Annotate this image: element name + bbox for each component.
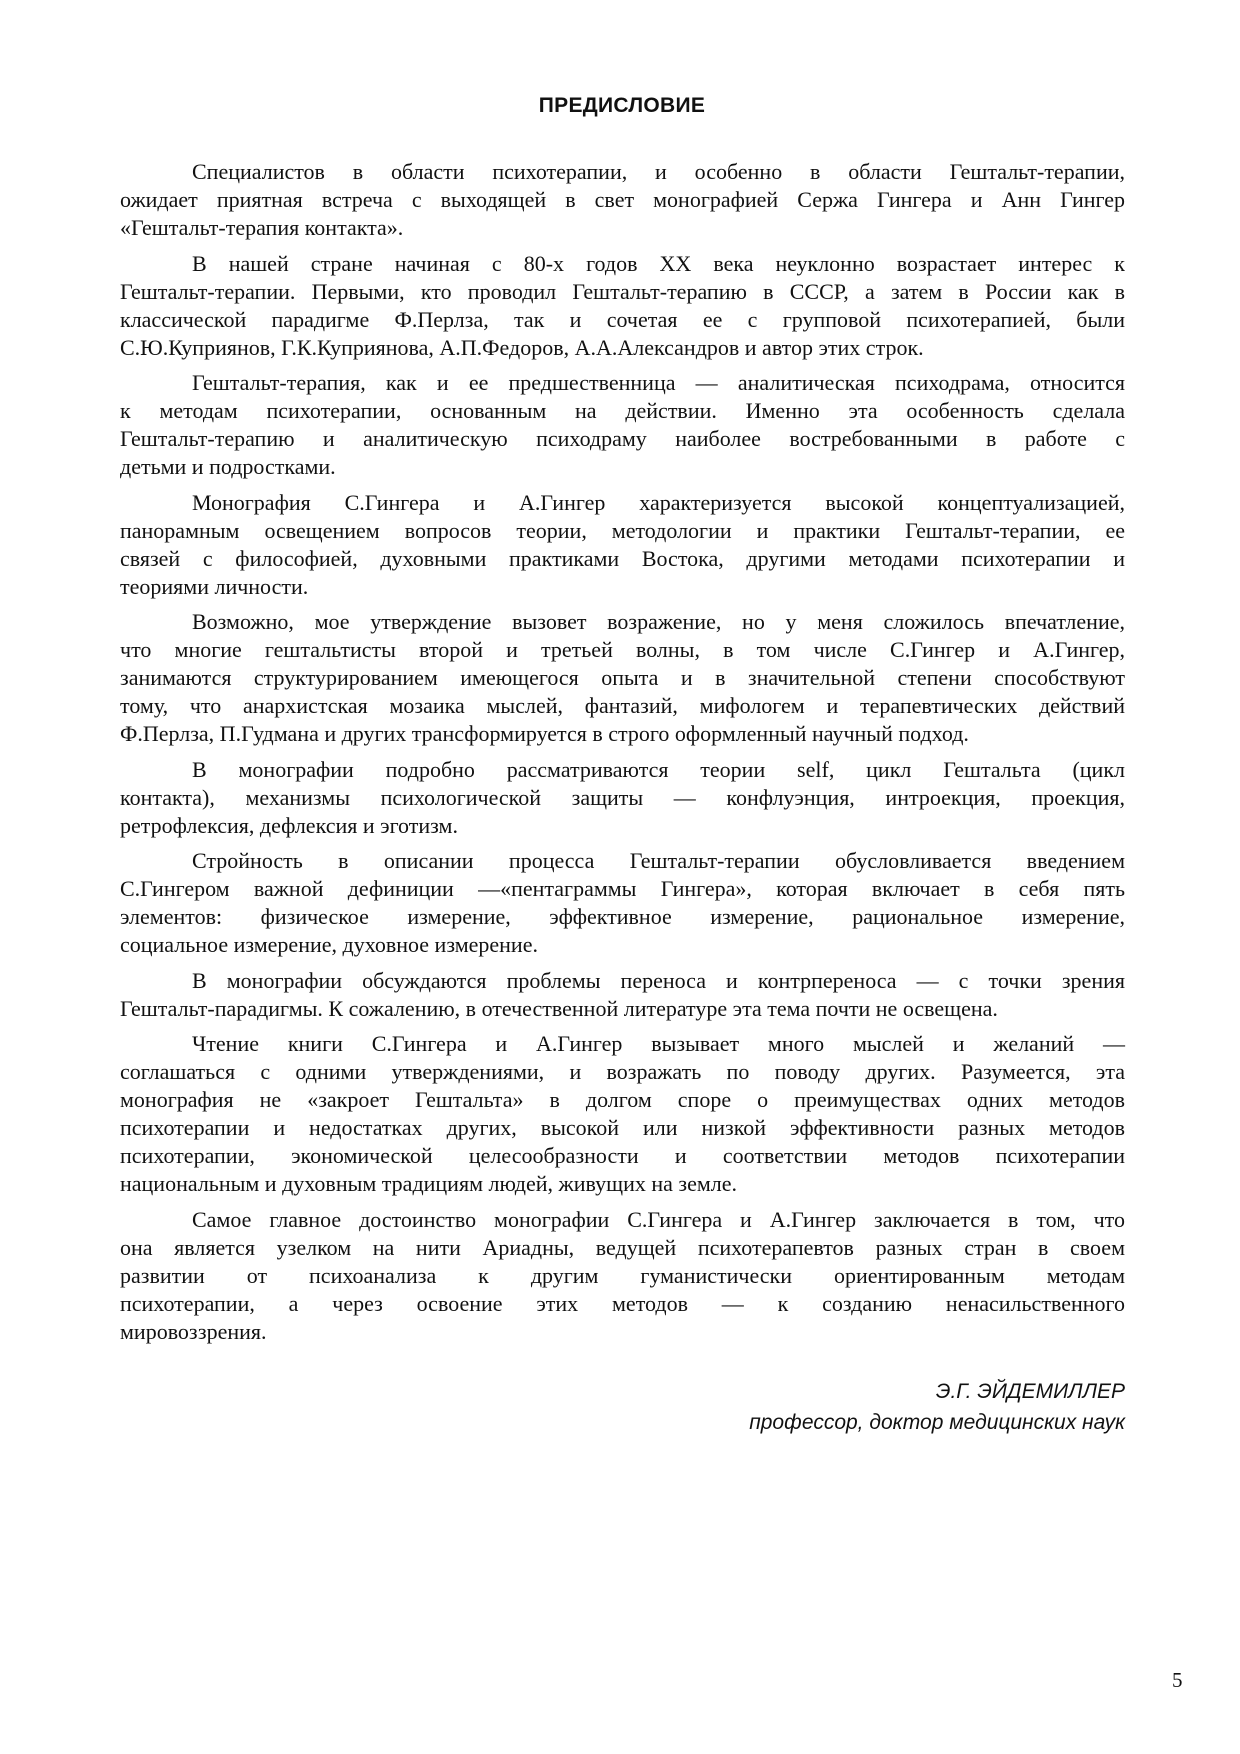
text-line: ожидает приятная встреча с выходящей в свет монографией Сержа Гингера и Анн Гингер: [120, 187, 1125, 212]
paragraph: [120, 250, 1125, 362]
text-line: Гештальт-парадигмы. К сожалению, в отечественной литературе эта тема почти не освещена.: [120, 995, 998, 1021]
text-line: детьми и подростками.: [120, 454, 336, 479]
text-line: Гештальт-терапию и аналитическую психодраму наиболее востребованными в работе с: [120, 426, 1125, 451]
text-line: Ф.Перлза, П.Гудмана и других трансформируется в строго оформленный научный подход.: [120, 721, 969, 746]
author-name: Э.Г. ЭЙДЕМИЛЛЕР: [935, 1380, 1125, 1403]
text-line: Монография С.Гингера и А.Гингер характеризуется высокой концептуализацией,: [192, 489, 1125, 515]
paragraph: [120, 756, 1125, 840]
text-line: В монографии обсуждаются проблемы переноса и контрпереноса — с точки зрения: [192, 967, 1125, 993]
text-line: соглашаться с одними утверждениями, и возражать по поводу других. Разумеется, эта: [120, 1059, 1125, 1084]
paragraph: [120, 369, 1125, 481]
text-line: тому, что анархистская мозаика мыслей, фантазий, мифологем и терапевтических действий: [120, 693, 1125, 718]
paragraph: [120, 489, 1125, 601]
text-line: В нашей стране начиная с 80-х годов XX века неуклонно возрастает интерес к: [192, 250, 1125, 276]
text-line: элементов: физическое измерение, эффективное измерение, рациональное измерение,: [120, 904, 1125, 929]
paragraph: [120, 1030, 1125, 1198]
text-line: мировоззрения.: [120, 1318, 267, 1344]
paragraph: [120, 847, 1125, 959]
text-line: психотерапии, а через освоение этих методов — к созданию ненасильственного: [120, 1290, 1125, 1316]
text-line: психотерапии, экономической целесообразности и соответствии методов психотерапии: [120, 1143, 1125, 1168]
text-line: С.Гингером важной дефиниции —«пентаграммы Гингера», которая включает в себя пять: [120, 876, 1125, 901]
text-line: Самое главное достоинство монографии С.Гингера и А.Гингер заключается в том, что: [192, 1206, 1125, 1232]
text-line: С.Ю.Куприянов, Г.К.Куприянова, А.П.Федоров, А.А.Александров и автор этих строк.: [120, 334, 924, 360]
text-line: к методам психотерапии, основанным на действии. Именно эта особенность сделала: [120, 398, 1125, 423]
page-title: ПРЕДИСЛОВИЕ: [538, 94, 706, 117]
text-line: занимаются структурированием имеющегося опыта и в значительной степени способствуют: [120, 665, 1125, 690]
text-line: В монографии подробно рассматриваются теории self, цикл Гештальта (цикл: [192, 756, 1125, 782]
text-line: контакта), механизмы психологической защиты — конфлуэнция, интроекция, проекция,: [120, 784, 1125, 810]
paragraph: [120, 1206, 1125, 1346]
text-line: Гештальт-терапия, как и ее предшественница — аналитическая психодрама, относится: [192, 370, 1125, 395]
text-line: Чтение книги С.Гингера и А.Гингер вызывает много мыслей и желаний —: [192, 1031, 1125, 1056]
body-text: [120, 158, 1125, 1353]
text-line: Гештальт-терапии. Первыми, кто проводил Гештальт-терапию в СССР, а затем в России как в: [120, 278, 1125, 304]
text-line: классической парадигме Ф.Перлза, так и сочетая ее с групповой психотерапией, были: [120, 306, 1125, 332]
text-line: панорамным освещением вопросов теории, методологии и практики Гештальт-терапии, ее: [120, 517, 1125, 543]
text-line: что многие гештальтисты второй и третьей волны, в том числе С.Гингер и А.Гингер,: [120, 637, 1125, 662]
page-number: 5: [1172, 1668, 1183, 1692]
text-line: психотерапии и недостатках других, высокой или низкой эффективности разных методов: [120, 1115, 1125, 1140]
text-line: Стройность в описании процесса Гештальт-терапии обусловливается введением: [192, 848, 1125, 873]
paragraph: [120, 608, 1125, 748]
text-line: национальным и духовным традициям людей, живущих на земле.: [120, 1171, 738, 1196]
text-line: теориями личности.: [120, 573, 309, 599]
text-line: социальное измерение, духовное измерение.: [120, 932, 538, 957]
text-line: развитии от психоанализа к другим гуманистически ориентированным методам: [120, 1262, 1125, 1288]
text-line: монография не «закроет Гештальта» в долгом споре о преимуществах одних методов: [120, 1087, 1125, 1112]
author-role: профессор, доктор медицинских наук: [749, 1411, 1125, 1434]
paragraph: [120, 967, 1125, 1023]
text-line: ретрофлексия, дефлексия и эготизм.: [120, 812, 458, 838]
paragraph: [120, 158, 1125, 242]
text-line: Возможно, мое утверждение вызовет возражение, но у меня сложилось впечатление,: [192, 609, 1125, 634]
text-line: Специалистов в области психотерапии, и особенно в области Гештальт-терапии,: [192, 159, 1125, 184]
text-line: «Гештальт-терапия контакта».: [120, 215, 404, 240]
text-line: связей с философией, духовными практиками Востока, другими методами психотерапии и: [120, 545, 1125, 571]
text-line: она является узелком на нити Ариадны, ведущей психотерапевтов разных стран в своем: [120, 1234, 1125, 1260]
